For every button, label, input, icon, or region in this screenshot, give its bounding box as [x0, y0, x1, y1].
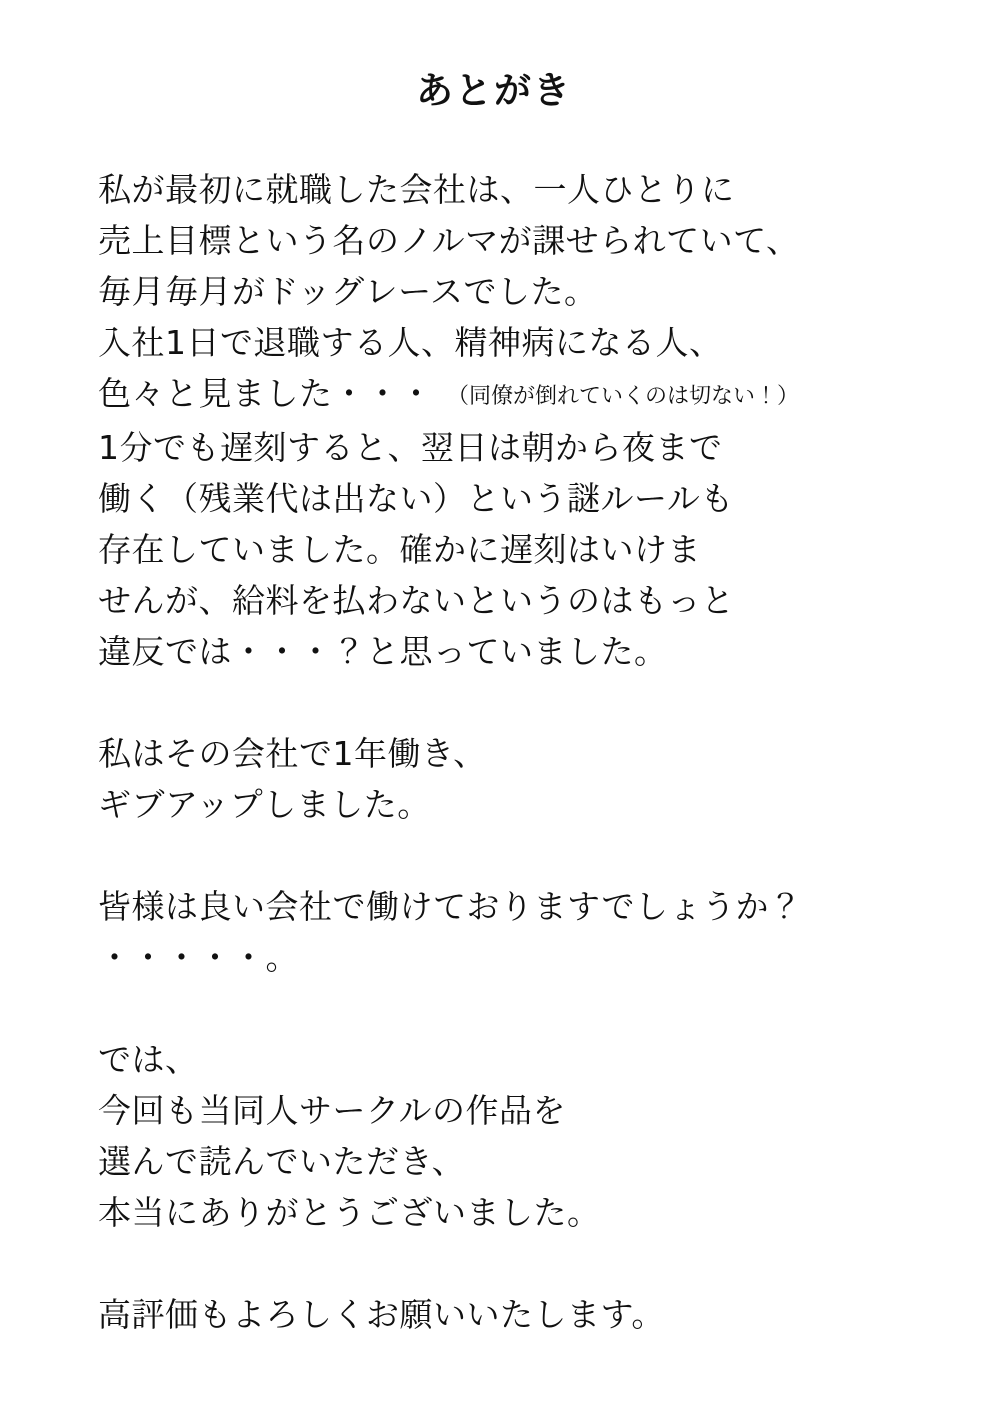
text-line-main: ギブアップしました。 [98, 785, 431, 824]
paragraph-first-company [98, 164, 930, 677]
text-line-main: せんが、給料を払わないというのはもっと [98, 581, 735, 620]
text-line-main: 入社1日で退職する人、精神病になる人、 [98, 323, 723, 362]
text-line-main: 1分でも遅刻すると、翌日は朝から夜まで [98, 428, 723, 467]
text-line-main: 選んで読んでいただき、 [98, 1142, 466, 1181]
text-line [98, 368, 930, 422]
afterword-body [98, 164, 930, 1340]
text-line [98, 932, 930, 983]
text-line [98, 1187, 930, 1238]
text-line [98, 524, 930, 575]
text-line-main: 皆様は良い会社で働けておりますでしょうか？ [98, 887, 803, 926]
text-line [98, 1289, 930, 1340]
text-line-main: 高評価もよろしくお願いいたします。 [98, 1295, 665, 1334]
text-line [98, 215, 930, 266]
text-line [98, 317, 930, 368]
paragraph-thanks [98, 1034, 930, 1238]
text-line [98, 164, 930, 215]
text-line-note: （同僚が倒れていくのは切ない！） [433, 384, 799, 409]
paragraph-question [98, 881, 930, 983]
text-line [98, 881, 930, 932]
text-line-main: 私が最初に就職した会社は、一人ひとりに [98, 170, 735, 209]
text-line-main: 私はその会社で1年働き、 [98, 734, 487, 773]
paragraph-rating-request [98, 1289, 930, 1340]
text-line [98, 1136, 930, 1187]
text-line [98, 728, 930, 779]
text-line [98, 1034, 930, 1085]
text-line [98, 779, 930, 830]
text-line-main: 本当にありがとうございました。 [98, 1193, 601, 1232]
text-line-main: 売上目標という名のノルマが課せられていて、 [98, 221, 800, 260]
paragraph-gave-up [98, 728, 930, 830]
text-line [98, 626, 930, 677]
text-line [98, 422, 930, 473]
text-line-main: ・・・・・。 [98, 938, 299, 977]
text-line-main: 違反では・・・？と思っていました。 [98, 632, 668, 671]
text-line-main: 毎月毎月がドッグレースでした。 [98, 272, 598, 311]
page-title: あとがき [416, 69, 572, 112]
text-line [98, 575, 930, 626]
text-line [98, 266, 930, 317]
text-line-main: 色々と見ました・・・ [98, 374, 433, 413]
text-line [98, 473, 930, 524]
text-line-main: 働く（残業代は出ない）という謎ルールも [98, 479, 734, 518]
text-line [98, 1085, 930, 1136]
text-line-main: 今回も当同人サークルの作品を [98, 1091, 567, 1130]
text-line-main: 存在していました。確かに遅刻はいけま [98, 530, 701, 569]
text-line-main: では、 [98, 1040, 199, 1079]
